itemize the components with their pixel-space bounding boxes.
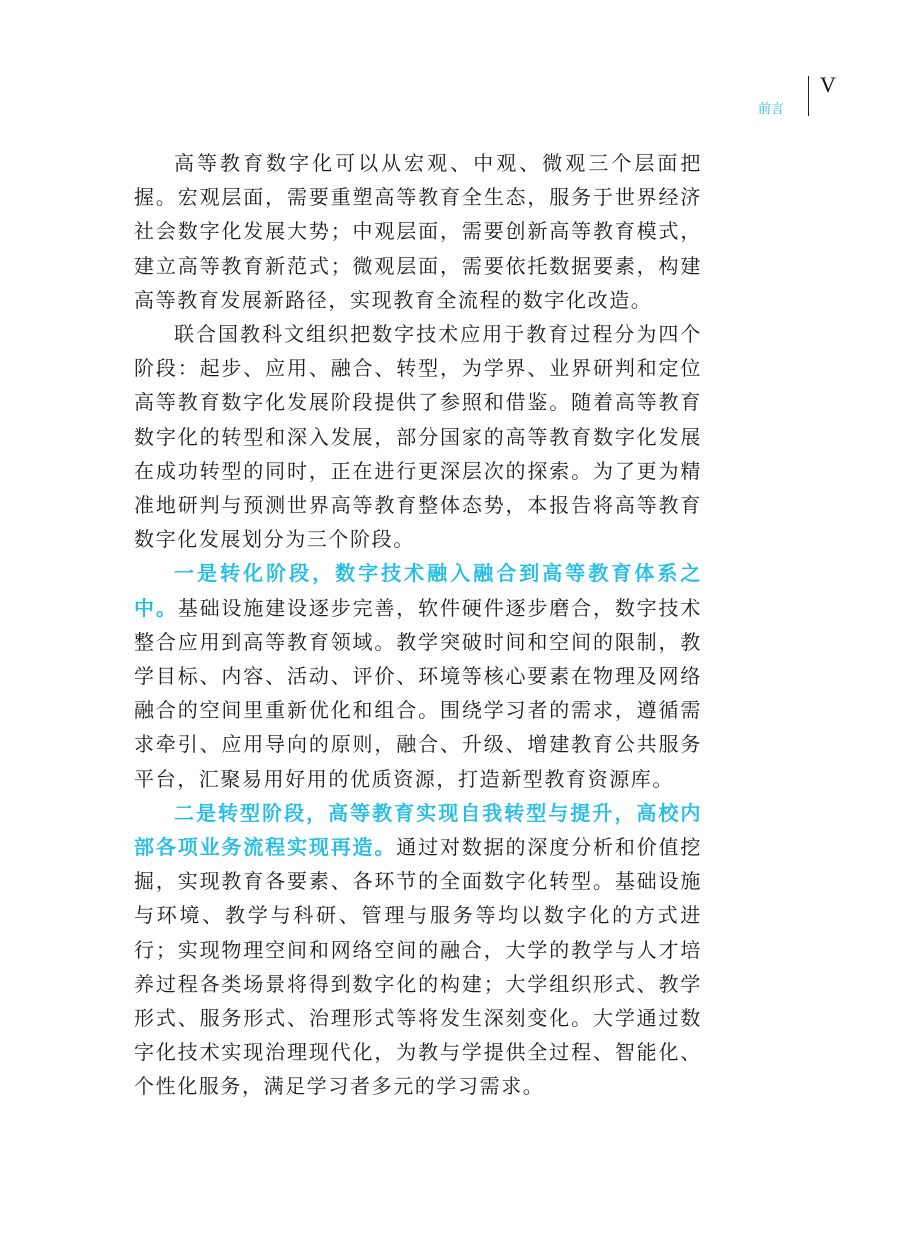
paragraph-1-text: 高等教育数字化可以从宏观、中观、微观三个层面把握。宏观层面，需要重塑高等教育全生态，服务于世界经济社会数字化发展大势；中观层面，需要创新高等教育模式，建立高等教育新范式；微观层面，需要依托数据要素，构建高等教育发展新路径，实现教育全流程的数字化改造。 [134,151,702,312]
paragraph-3-text: 基础设施建设逐步完善，软件硬件逐步磨合，数字技术整合应用到高等教育领域。教学突破时间和空间的限制，教学目标、内容、活动、评价、环境等核心要素在物理及网络融合的空间里重新优化和组合。围绕学习者的需求，遵循需求牵引、应用导向的原则，融合、升级、增建教育公共服务平台，汇聚易用好用的优质资源，打造新型教育资源库。 [134,595,702,791]
body-text [134,146,702,1104]
paragraph-3 [134,556,702,795]
page-number: V [820,72,836,97]
paragraph-1 [134,146,702,317]
running-header-section: 前言 [758,102,785,117]
paragraph-2 [134,317,702,556]
header-divider [808,76,809,116]
paragraph-3-highlight: 一是转化阶段，数字技术融入融合到高等教育体系之中。 [134,561,702,620]
paragraph-2-text: 联合国教科文组织把数字技术应用于教育过程分为四个阶段：起步、应用、融合、转型，为学界、业界研判和定位高等教育数字化发展阶段提供了参照和借鉴。随着高等教育数字化的转型和深入发展，部分国家的高等教育数字化发展在成功转型的同时，正在进行更深层次的探索。为了更为精准地研判与预测世界高等教育整体态势，本报告将高等教育数字化发展划分为三个阶段。 [134,322,702,552]
paragraph-4-highlight: 二是转型阶段，高等教育实现自我转型与提升，高校内部各项业务流程实现再造。 [134,800,702,860]
page-header [0,72,902,116]
paragraph-4 [134,796,702,1104]
paragraph-4-text: 通过对数据的深度分析和价值挖掘，实现教育各要素、各环节的全面数字化转型。基础设施与环境、教学与科研、管理与服务等均以数字化的方式进行；实现物理空间和网络空间的融合，大学的教学与人才培养过程各类场景将得到数字化的构建；大学组织形式、教学形式、服务形式、治理形式等将发生深刻变化。大学通过数字化技术实现治理现代化，为教与学提供全过程、智能化、个性化服务，满足学习者多元的学习需求。 [134,835,703,1099]
